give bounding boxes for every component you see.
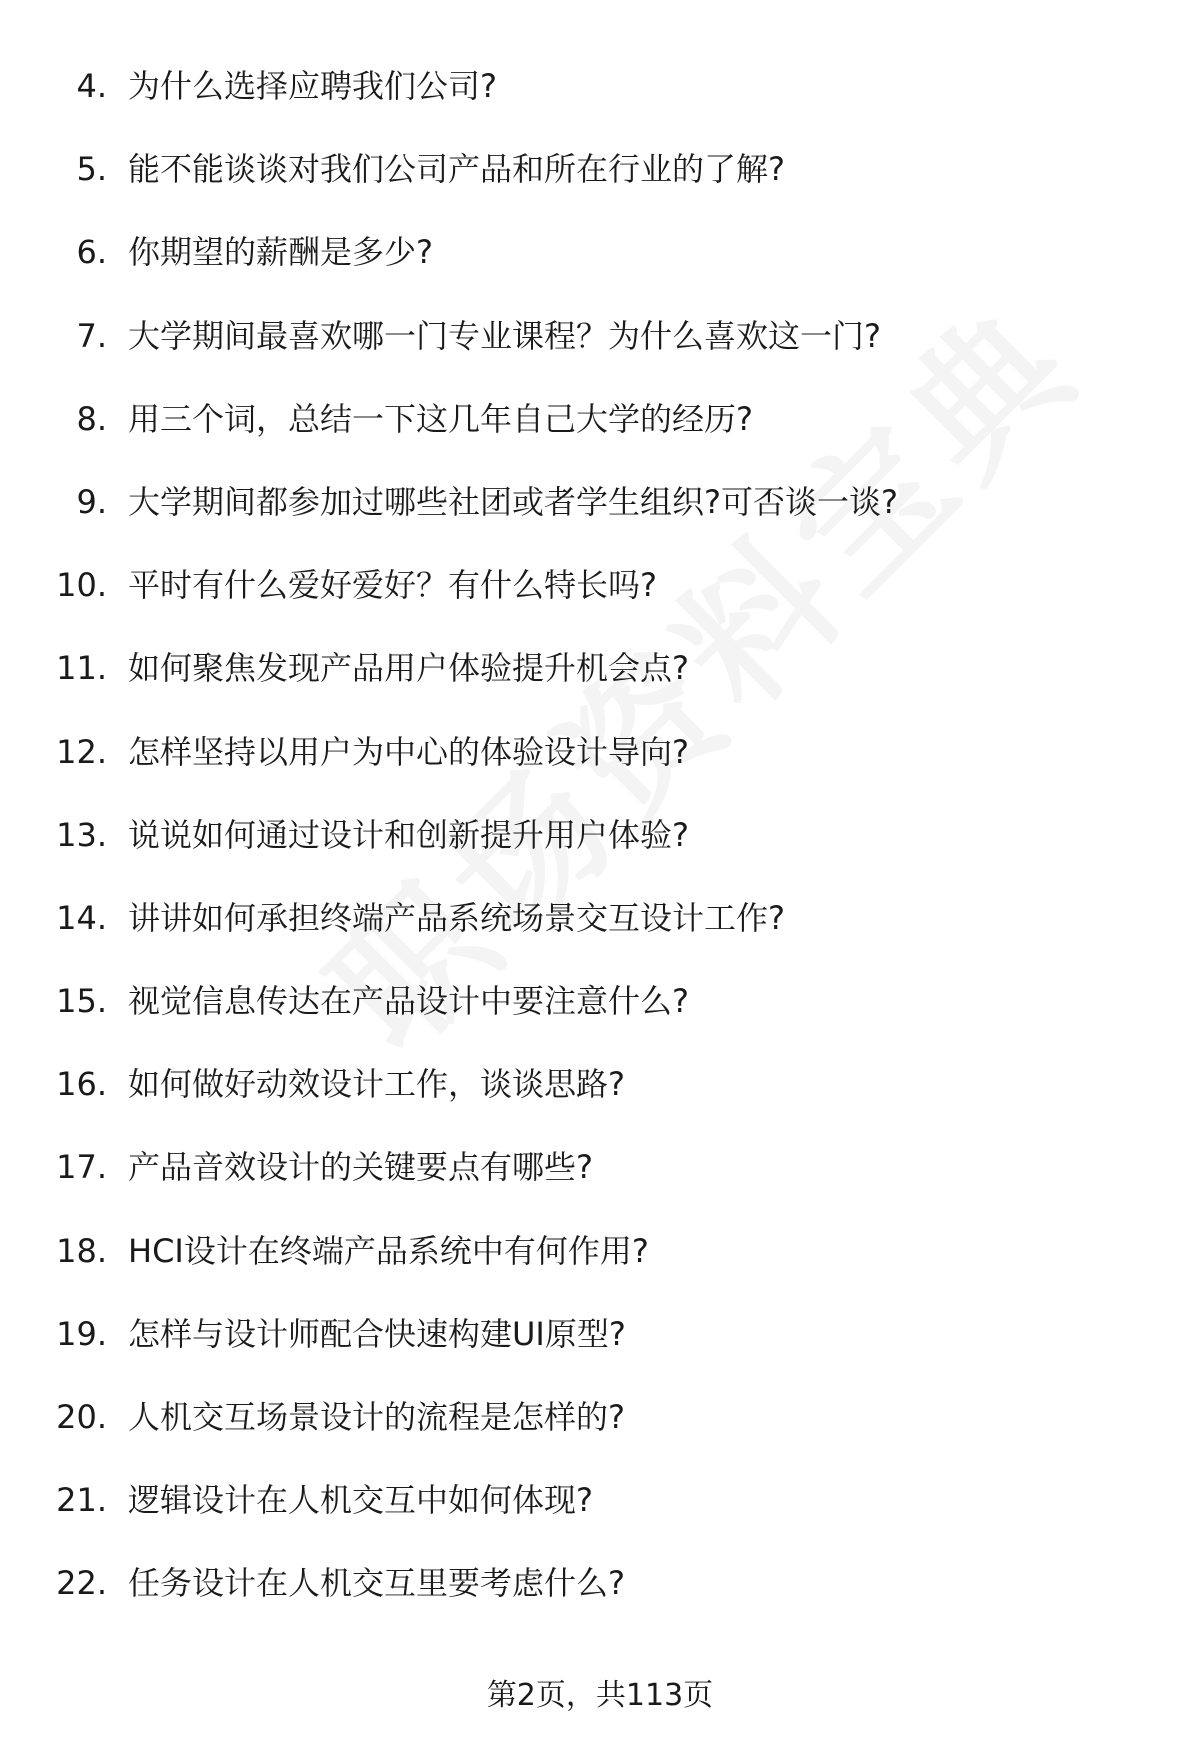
- question-number: 17.: [56, 1148, 107, 1187]
- list-item: [0, 636, 1200, 719]
- list-item: [0, 1219, 1200, 1302]
- question-number: 5.: [76, 150, 107, 189]
- question-number: 12.: [56, 732, 107, 771]
- question-text: 你期望的薪酬是多少?: [128, 233, 433, 272]
- question-text: 如何聚焦发现产品用户体验提升机会点?: [128, 649, 689, 688]
- question-text: 为什么选择应聘我们公司?: [128, 67, 497, 105]
- list-item: [0, 886, 1200, 969]
- page-footer: [0, 1676, 1200, 1716]
- question-number: 11.: [56, 649, 107, 688]
- question-text: 怎样与设计师配合快速构建UI原型?: [128, 1314, 626, 1353]
- question-number: 4.: [76, 67, 107, 105]
- question-number: 6.: [76, 233, 107, 272]
- question-text: 能不能谈谈对我们公司产品和所在行业的了解?: [128, 150, 785, 189]
- question-number: 20.: [56, 1398, 107, 1436]
- question-number: 14.: [56, 898, 107, 937]
- question-text: 产品音效设计的关键要点有哪些?: [128, 1148, 593, 1187]
- question-text: 人机交互场景设计的流程是怎样的?: [128, 1398, 625, 1436]
- question-number: 13.: [56, 815, 107, 854]
- question-text: 任务设计在人机交互里要考虑什么?: [128, 1564, 625, 1603]
- question-text: 逻辑设计在人机交互中如何体现?: [128, 1481, 593, 1520]
- question-number: 8.: [76, 399, 107, 438]
- list-item: [0, 720, 1200, 803]
- question-text: 怎样坚持以用户为中心的体验设计导向?: [128, 732, 689, 771]
- list-item: [0, 969, 1200, 1052]
- list-item: [0, 137, 1200, 220]
- list-item: [0, 1468, 1200, 1551]
- question-list: [0, 54, 1200, 1635]
- question-number: 22.: [56, 1564, 107, 1603]
- question-number: 18.: [56, 1231, 107, 1270]
- list-item: [0, 1135, 1200, 1218]
- page-number-label: 第2页，共113页: [486, 1678, 714, 1713]
- list-item: [0, 54, 1200, 137]
- question-text: 说说如何通过设计和创新提升用户体验?: [128, 815, 689, 854]
- list-item: [0, 1385, 1200, 1468]
- question-number: 9.: [76, 482, 107, 521]
- list-item: [0, 803, 1200, 886]
- question-text: 如何做好动效设计工作，谈谈思路?: [128, 1065, 625, 1104]
- question-number: 7.: [76, 316, 107, 355]
- list-item: [0, 220, 1200, 303]
- list-item: [0, 387, 1200, 470]
- question-text: 视觉信息传达在产品设计中要注意什么?: [128, 982, 689, 1021]
- question-text: 平时有什么爱好爱好？有什么特长吗?: [128, 566, 657, 605]
- question-number: 19.: [56, 1314, 107, 1353]
- question-text: 大学期间都参加过哪些社团或者学生组织?可否谈一谈?: [128, 482, 898, 521]
- list-item: [0, 1052, 1200, 1135]
- list-item: [0, 1551, 1200, 1634]
- question-number: 21.: [56, 1481, 107, 1520]
- question-number: 16.: [56, 1065, 107, 1104]
- list-item: [0, 304, 1200, 387]
- list-item: [0, 553, 1200, 636]
- question-text: 大学期间最喜欢哪一门专业课程？为什么喜欢这一门?: [128, 316, 881, 355]
- question-text: 讲讲如何承担终端产品系统场景交互设计工作?: [128, 898, 785, 937]
- list-item: [0, 470, 1200, 553]
- question-text: HCI设计在终端产品系统中有何作用?: [128, 1231, 649, 1270]
- question-number: 15.: [56, 982, 107, 1021]
- question-text: 用三个词，总结一下这几年自己大学的经历?: [128, 399, 753, 438]
- list-item: [0, 1302, 1200, 1385]
- question-number: 10.: [56, 566, 107, 605]
